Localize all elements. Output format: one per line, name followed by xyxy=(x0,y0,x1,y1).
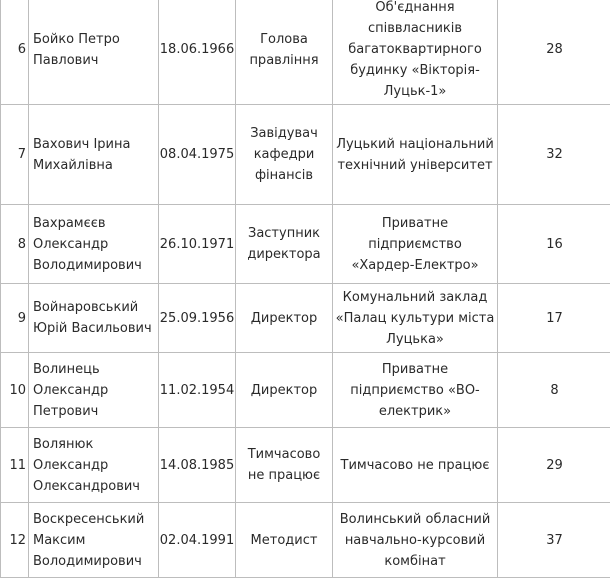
number-value: 28 xyxy=(498,0,610,105)
position: Директор xyxy=(236,284,333,353)
position: Методист xyxy=(236,503,333,578)
workplace: Тимчасово не працює xyxy=(333,428,498,503)
table-row xyxy=(1,353,610,428)
birth-date: 02.04.1991 xyxy=(159,503,236,578)
birth-date: 18.06.1966 xyxy=(159,0,236,105)
number-value: 32 xyxy=(498,105,610,205)
birth-date: 14.08.1985 xyxy=(159,428,236,503)
workplace: Приватне підприємство «Хардер-Електро» xyxy=(333,205,498,284)
row-number: 6 xyxy=(1,0,29,105)
birth-date: 08.04.1975 xyxy=(159,105,236,205)
person-name: Вахович Ірина Михайлівна xyxy=(29,105,159,205)
table-row xyxy=(1,503,610,578)
position: Заступник директора xyxy=(236,205,333,284)
person-name: Войнаровський Юрій Васильович xyxy=(29,284,159,353)
row-number: 10 xyxy=(1,353,29,428)
workplace: Луцький національний технічний університет xyxy=(333,105,498,205)
position: Тимчасово не працює xyxy=(236,428,333,503)
birth-date: 26.10.1971 xyxy=(159,205,236,284)
table-row xyxy=(1,428,610,503)
table-row xyxy=(1,284,610,353)
table-row xyxy=(1,205,610,284)
number-value: 8 xyxy=(498,353,610,428)
row-number: 7 xyxy=(1,105,29,205)
table-row xyxy=(1,0,610,105)
workplace: Волинський обласний навчально-курсовий комбінат xyxy=(333,503,498,578)
row-number: 11 xyxy=(1,428,29,503)
position: Директор xyxy=(236,353,333,428)
number-value: 16 xyxy=(498,205,610,284)
row-number: 8 xyxy=(1,205,29,284)
position: Завідувач кафедри фінансів xyxy=(236,105,333,205)
birth-date: 25.09.1956 xyxy=(159,284,236,353)
person-name: Бойко Петро Павлович xyxy=(29,0,159,105)
person-name: Воскресенський Максим Володимирович xyxy=(29,503,159,578)
workplace: Приватне підприємство «ВО-електрик» xyxy=(333,353,498,428)
number-value: 29 xyxy=(498,428,610,503)
birth-date: 11.02.1954 xyxy=(159,353,236,428)
workplace: Об'єднання співвласників багатоквартирного будинку «Вікторія-Луцьк-1» xyxy=(333,0,498,105)
number-value: 37 xyxy=(498,503,610,578)
workplace: Комунальний заклад «Палац культури міста Луцька» xyxy=(333,284,498,353)
position: Голова правління xyxy=(236,0,333,105)
person-name: Волянюк Олександр Олександрович xyxy=(29,428,159,503)
number-value: 17 xyxy=(498,284,610,353)
row-number: 9 xyxy=(1,284,29,353)
person-name: Вахрамєєв Олександр Володимирович xyxy=(29,205,159,284)
table-row xyxy=(1,105,610,205)
person-name: Волинець Олександр Петрович xyxy=(29,353,159,428)
row-number: 12 xyxy=(1,503,29,578)
